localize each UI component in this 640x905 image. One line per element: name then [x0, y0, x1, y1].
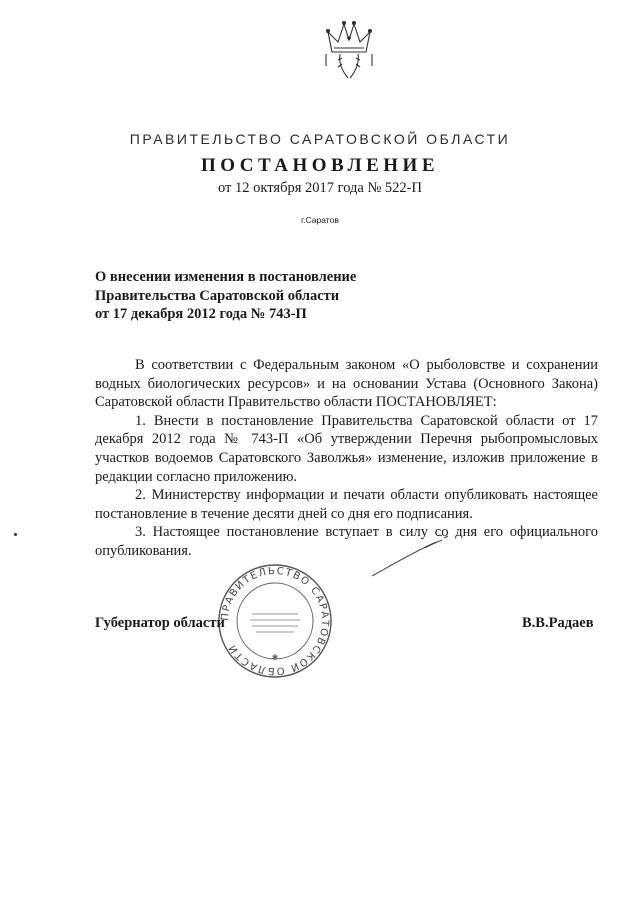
handwritten-signature	[370, 532, 460, 582]
document-date-number: от 12 октября 2017 года № 522-П	[218, 180, 422, 196]
document-body	[95, 356, 598, 561]
signature-label: Губернатор области	[95, 615, 225, 631]
seal-text: ПРАВИТЕЛЬСТВО САРАТОВСКОЙ ОБЛАСТИ	[219, 565, 331, 677]
body-paragraph: 2. Министерству информации и печати области опубликовать настоящее постановление в течение десяти дней со дня его подписания.	[95, 487, 598, 522]
signatory-name: В.В.Радаев	[522, 615, 594, 631]
body-paragraph: 1. Внести в постановление Правительства Саратовской области от 17 декабря 2012 года № 743-П «Об утверждении Перечня рыбопромысловых участков водоемов Саратовского Заволжья» изменение, изложив приложение в редакции согласно приложению.	[95, 412, 598, 485]
subject-line: от 17 декабря 2012 года № 743-П	[95, 306, 307, 322]
seal-star-icon: ✱	[271, 653, 279, 662]
document-subject	[95, 268, 475, 324]
city: г.Саратов	[301, 215, 339, 225]
subject-line: Правительства Саратовской области	[95, 287, 340, 304]
body-paragraph: 3. Настоящее постановление вступает в силу со дня его официального опубликования.	[95, 524, 598, 559]
scan-speck	[14, 533, 17, 536]
body-paragraph: В соответствии с Федеральным законом «О рыболовстве и сохранении водных биологических ресурсов» и на основании Устава (Основного Закона) Саратовской области Правительство области ПОСТАНОВЛЯЕТ:	[95, 357, 598, 411]
subject-line: О внесении изменения в постановление	[95, 269, 357, 285]
document-type: ПОСТАНОВЛЕНИЕ	[200, 155, 440, 176]
official-seal	[216, 562, 334, 680]
crown-emblem-icon	[318, 14, 380, 84]
government-title: ПРАВИТЕЛЬСТВО САРАТОВСКОЙ ОБЛАСТИ	[129, 131, 511, 147]
